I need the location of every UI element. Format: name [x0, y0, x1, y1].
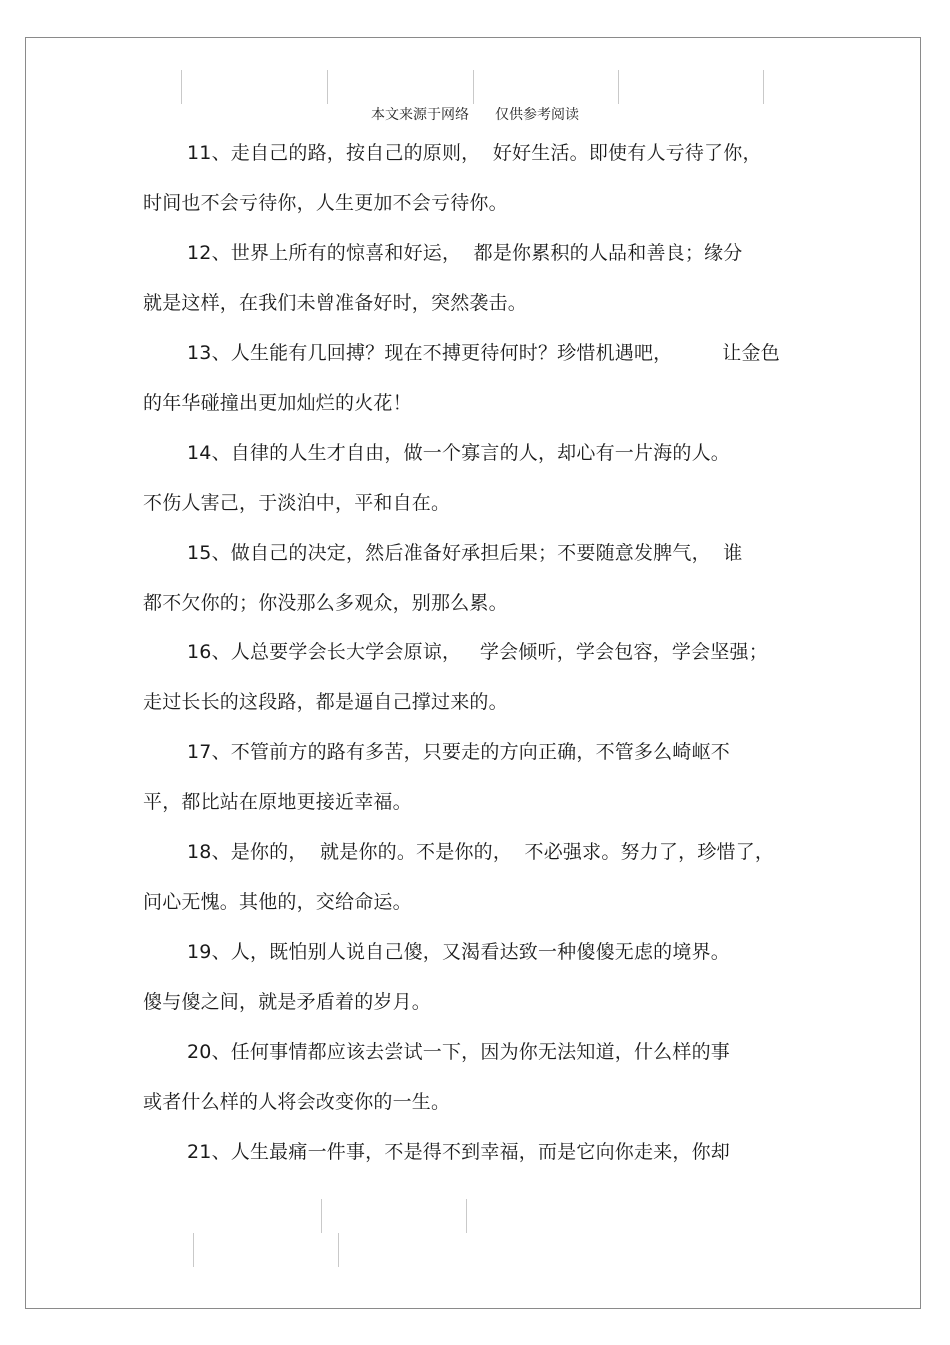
- paragraph-15-line-1: 15、做自己的决定，然后准备好承担后果；不要随意发脾气， 谁: [187, 542, 743, 564]
- header-source-text: 本文来源于网络: [371, 107, 469, 123]
- paragraph-11-line-1: 11、走自己的路，按自己的原则， 好好生活。即使有人亏待了你，: [187, 142, 762, 164]
- bottom-tick-2: [466, 1199, 467, 1233]
- top-tick-4: [618, 70, 619, 104]
- paragraph-16-line-2: 走过长长的这段路，都是逼自己撑过来的。: [143, 691, 508, 713]
- paragraph-14-line-1: 14、自律的人生才自由，做一个寡言的人，却心有一片海的人。: [187, 442, 730, 464]
- paragraph-20-line-1: 20、任何事情都应该去尝试一下，因为你无法知道，什么样的事: [187, 1041, 730, 1063]
- bottom-tick-4: [338, 1233, 339, 1267]
- paragraph-18-line-1: 18、是你的， 就是你的。不是你的， 不必强求。努力了，珍惜了，: [187, 841, 775, 863]
- bottom-tick-3: [193, 1233, 194, 1267]
- top-tick-2: [327, 70, 328, 104]
- paragraph-13-line-2: 的年华碰撞出更加灿烂的火花！: [143, 392, 412, 414]
- paragraph-12-line-2: 就是这样，在我们未曾准备好时，突然袭击。: [143, 292, 528, 314]
- paragraph-14-line-2: 不伤人害己，于淡泊中，平和自在。: [143, 492, 451, 514]
- paragraph-15-line-2: 都不欠你的；你没那么多观众，别那么累。: [143, 592, 508, 614]
- paragraph-16-line-1: 16、人总要学会长大学会原谅， 学会倾听，学会包容，学会坚强；: [187, 641, 768, 663]
- paragraph-21-line-1: 21、人生最痛一件事，不是得不到幸福，而是它向你走来，你却: [187, 1141, 730, 1163]
- paragraph-19-line-2: 傻与傻之间，就是矛盾着的岁月。: [143, 991, 432, 1013]
- paragraph-20-line-2: 或者什么样的人将会改变你的一生。: [143, 1091, 451, 1113]
- paragraph-17-line-2: 平，都比站在原地更接近幸福。: [143, 791, 412, 813]
- paragraph-18-line-2: 问心无愧。其他的，交给命运。: [143, 891, 412, 913]
- paragraph-13-line-1: 13、人生能有几回搏？现在不搏更待何时？珍惜机遇吧， 让金色: [187, 342, 780, 364]
- top-tick-3: [473, 70, 474, 104]
- page-frame: [25, 37, 921, 1309]
- paragraph-17-line-1: 17、不管前方的路有多苦，只要走的方向正确，不管多么崎岖不: [187, 741, 730, 763]
- top-tick-1: [181, 70, 182, 104]
- bottom-tick-1: [321, 1199, 322, 1233]
- paragraph-12-line-1: 12、世界上所有的惊喜和好运， 都是你累积的人品和善良；缘分: [187, 242, 743, 264]
- header-reference-text: 仅供参考阅读: [495, 107, 579, 123]
- paragraph-19-line-1: 19、人，既怕别人说自己傻，又渴看达致一种傻傻无虑的境界。: [187, 941, 730, 963]
- top-tick-5: [763, 70, 764, 104]
- paragraph-11-line-2: 时间也不会亏待你，人生更加不会亏待你。: [143, 192, 508, 214]
- page-header: [0, 104, 950, 124]
